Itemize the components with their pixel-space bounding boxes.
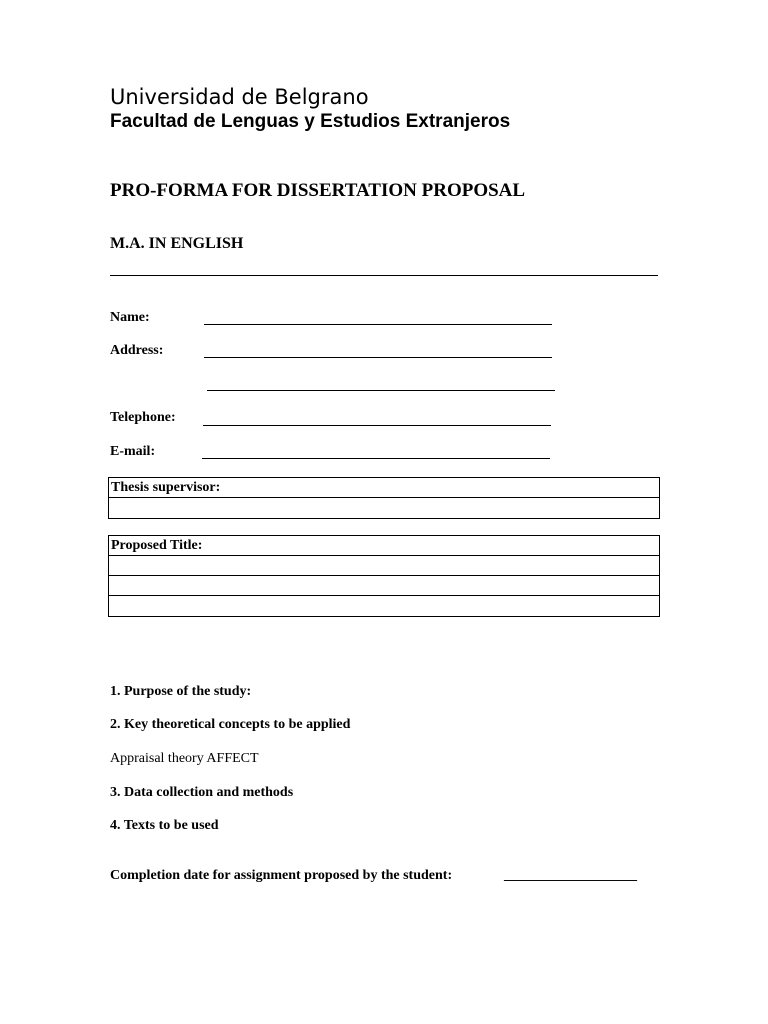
supervisor-table xyxy=(108,477,660,519)
concepts-answer: Appraisal theory AFFECT xyxy=(110,751,259,766)
address-label: Address: xyxy=(110,343,164,358)
email-label: E-mail: xyxy=(110,444,156,459)
proposed-title-table xyxy=(108,535,660,617)
header-divider xyxy=(110,275,658,276)
supervisor-label: Thesis supervisor: xyxy=(109,478,659,498)
proposed-title-row-2[interactable] xyxy=(109,576,659,596)
section-concepts: 2. Key theoretical concepts to be applied xyxy=(110,717,351,732)
completion-date-field[interactable]: ___________________ xyxy=(504,868,637,883)
section-texts: 4. Texts to be used xyxy=(110,818,219,833)
telephone-label: Telephone: xyxy=(110,410,176,425)
email-field[interactable] xyxy=(202,458,550,459)
proposed-title-row-1[interactable] xyxy=(109,556,659,576)
proposed-title-row-3[interactable] xyxy=(109,596,659,616)
address-field-line-1[interactable] xyxy=(204,357,552,358)
section-purpose: 1. Purpose of the study: xyxy=(110,684,252,699)
completion-date-label: Completion date for assignment proposed by the student: xyxy=(110,868,453,883)
supervisor-input-row[interactable] xyxy=(109,498,659,518)
proposed-title-label: Proposed Title: xyxy=(109,536,659,556)
section-data-collection: 3. Data collection and methods xyxy=(110,785,294,800)
degree-title: M.A. IN ENGLISH xyxy=(110,235,244,252)
name-field[interactable] xyxy=(204,324,552,325)
university-name: Universidad de Belgrano xyxy=(110,85,369,109)
document-title: PRO-FORMA FOR DISSERTATION PROPOSAL xyxy=(110,180,526,201)
name-label: Name: xyxy=(110,310,150,325)
telephone-field[interactable] xyxy=(203,425,551,426)
faculty-name: Facultad de Lenguas y Estudios Extranjeros xyxy=(110,111,511,132)
address-field-line-2[interactable] xyxy=(207,390,555,391)
